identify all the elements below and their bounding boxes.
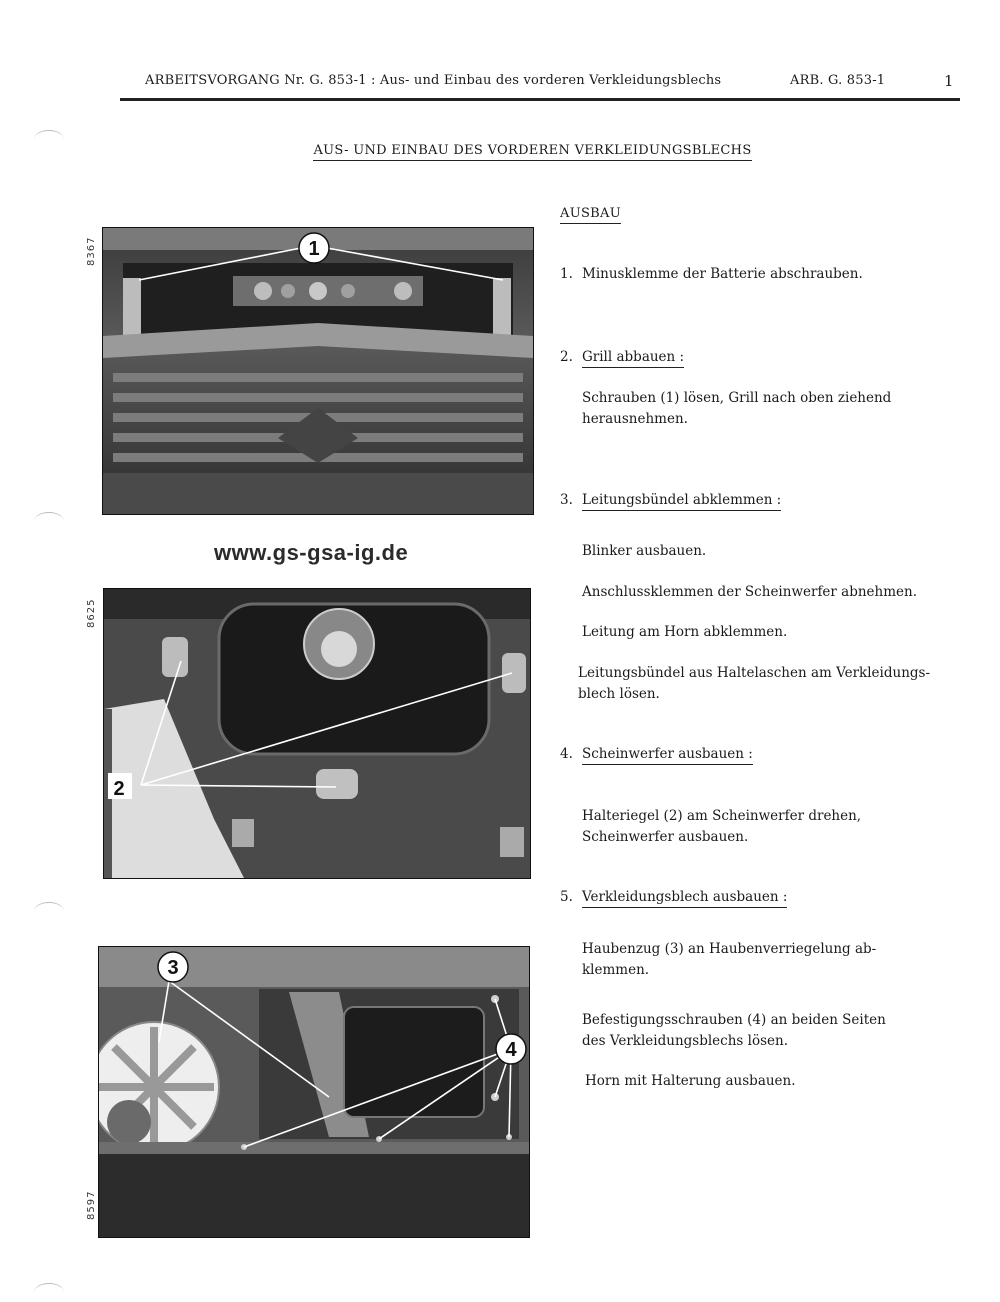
step-2-heading: Grill abbauen : — [582, 349, 684, 368]
step-5-text-3: Horn mit Halterung ausbauen. — [585, 1073, 796, 1089]
step-3-heading: Leitungsbündel abklemmen : — [582, 492, 781, 511]
step-2: 2. Grill abbauen : — [560, 349, 684, 365]
photo-front-panel — [98, 946, 530, 1238]
punch-mark — [34, 1283, 64, 1302]
photo-number: 8367 — [86, 236, 97, 266]
header-rule — [120, 98, 960, 101]
watermark-url: www.gs-gsa-ig.de — [214, 540, 409, 565]
step-3-text-1: Blinker ausbauen. — [582, 543, 707, 559]
step-3-text-2: Anschlussklemmen der Scheinwerfer abnehmen. — [582, 584, 918, 600]
step-4-text: Halteriegel (2) am Scheinwerfer drehen, Scheinwerfer ausbauen. — [582, 808, 862, 845]
step-3-text-4: Leitungsbündel aus Haltelaschen am Verkleidungs- blech lösen. — [578, 665, 931, 702]
step-3: 3. Leitungsbündel abklemmen : — [560, 492, 781, 508]
header-operation: ARBEITSVORGANG Nr. G. 853-1 : Aus- und Einbau des vorderen Verkleidungsblechs — [145, 73, 722, 88]
photo-grill — [102, 227, 534, 515]
page-title: AUS- UND EINBAU DES VORDEREN VERKLEIDUNGSBLECHS — [0, 143, 1000, 158]
photo-number: 8625 — [86, 598, 97, 628]
step-5: 5. Verkleidungsblech ausbauen : — [560, 889, 787, 905]
callout-1: 1 — [308, 238, 320, 260]
callout-3: 3 — [167, 957, 179, 979]
section-heading: AUSBAU — [560, 206, 621, 221]
step-5-heading: Verkleidungsblech ausbauen : — [582, 889, 787, 908]
step-1-heading: Minusklemme der Batterie abschrauben. — [582, 266, 863, 282]
step-4: 4. Scheinwerfer ausbauen : — [560, 746, 753, 762]
step-5-text-1: Haubenzug (3) an Haubenverriegelung ab- klemmen. — [582, 941, 877, 978]
header-reference: ARB. G. 853-1 — [790, 73, 886, 88]
step-3-text-3: Leitung am Horn abklemmen. — [582, 624, 788, 640]
step-1: 1. Minusklemme der Batterie abschrauben. — [560, 266, 863, 282]
punch-mark — [34, 902, 64, 921]
step-5-text-2: Befestigungsschrauben (4) an beiden Seiten des Verkleidungsblechs lösen. — [582, 1012, 886, 1049]
callout-4: 4 — [505, 1039, 517, 1061]
step-2-text: Schrauben (1) lösen, Grill nach oben ziehend herausnehmen. — [582, 390, 892, 427]
photo-number: 8597 — [86, 1190, 97, 1220]
step-4-heading: Scheinwerfer ausbauen : — [582, 746, 753, 765]
photo-headlight — [103, 588, 531, 879]
callout-2: 2 — [113, 778, 125, 800]
page-number: 1 — [944, 72, 954, 90]
punch-mark — [34, 512, 64, 531]
